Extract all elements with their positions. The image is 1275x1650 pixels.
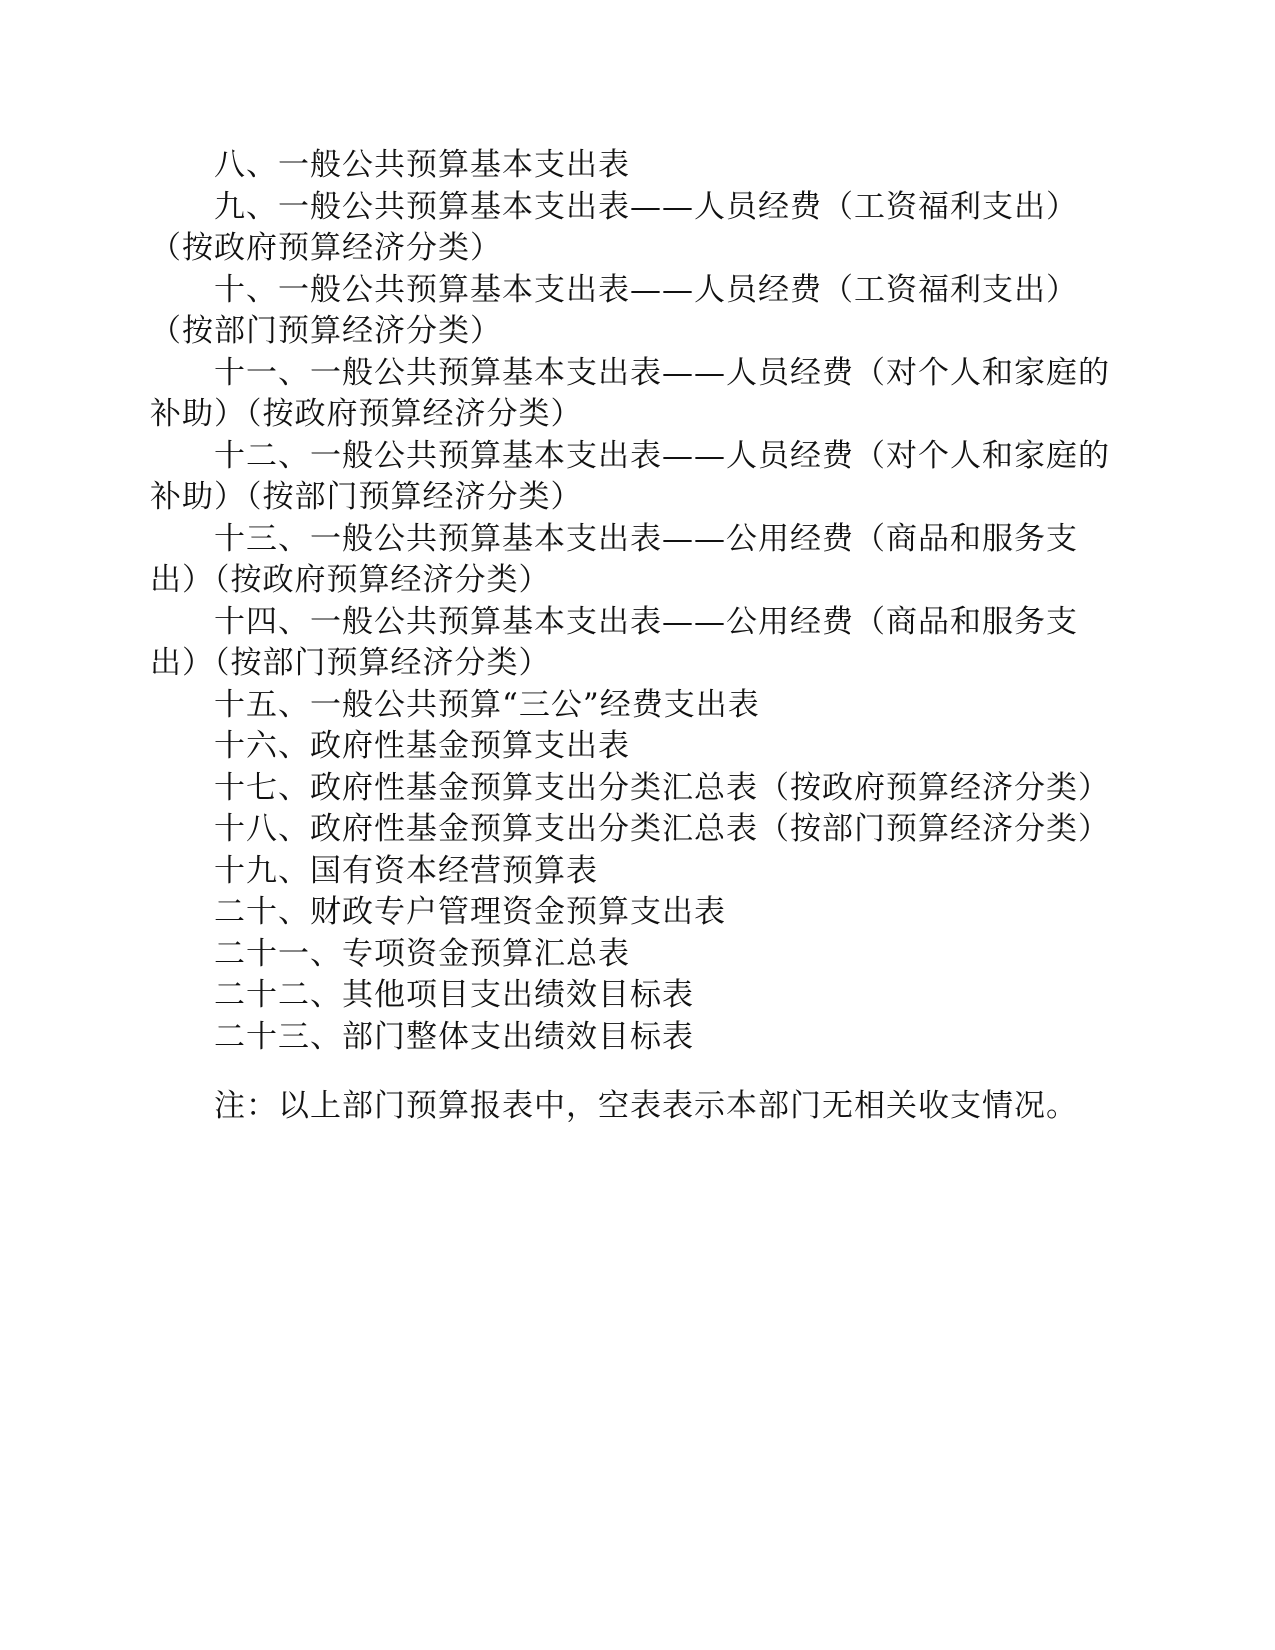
list-item: 八、一般公共预算基本支出表 xyxy=(214,147,630,183)
list-item: 十五、一般公共预算“三公”经费支出表 xyxy=(214,686,760,723)
footnote: 注：以上部门预算报表中，空表表示本部门无相关收支情况。 xyxy=(214,1088,1078,1124)
list-item: 十四、一般公共预算基本支出表——公用经费（商品和服务支出）（按部门预算经济分类） xyxy=(150,603,1078,681)
list-item: 十六、政府性基金预算支出表 xyxy=(214,728,630,764)
list-item: 十九、国有资本经营预算表 xyxy=(214,852,598,889)
list-item: 十八、政府性基金预算支出分类汇总表（按部门预算经济分类） xyxy=(214,811,1110,847)
list-item: 二十一、专项资金预算汇总表 xyxy=(214,935,630,972)
list-item: 十一、一般公共预算基本支出表——人员经费（对个人和家庭的补助）（按政府预算经济分类） xyxy=(150,354,1110,432)
list-item: 二十三、部门整体支出绩效目标表 xyxy=(214,1018,694,1055)
list-item: 十三、一般公共预算基本支出表——公用经费（商品和服务支出）（按政府预算经济分类） xyxy=(150,520,1078,598)
list-item: 十二、一般公共预算基本支出表——人员经费（对个人和家庭的补助）（按部门预算经济分类） xyxy=(150,437,1110,515)
report-list xyxy=(150,145,1110,1128)
list-item: 九、一般公共预算基本支出表——人员经费（工资福利支出）（按政府预算经济分类） xyxy=(150,188,1078,266)
list-item: 十、一般公共预算基本支出表——人员经费（工资福利支出）（按部门预算经济分类） xyxy=(150,271,1078,349)
list-item: 二十、财政专户管理资金预算支出表 xyxy=(214,894,726,930)
list-item: 二十二、其他项目支出绩效目标表 xyxy=(214,977,694,1013)
list-item: 十七、政府性基金预算支出分类汇总表（按政府预算经济分类） xyxy=(214,769,1110,806)
